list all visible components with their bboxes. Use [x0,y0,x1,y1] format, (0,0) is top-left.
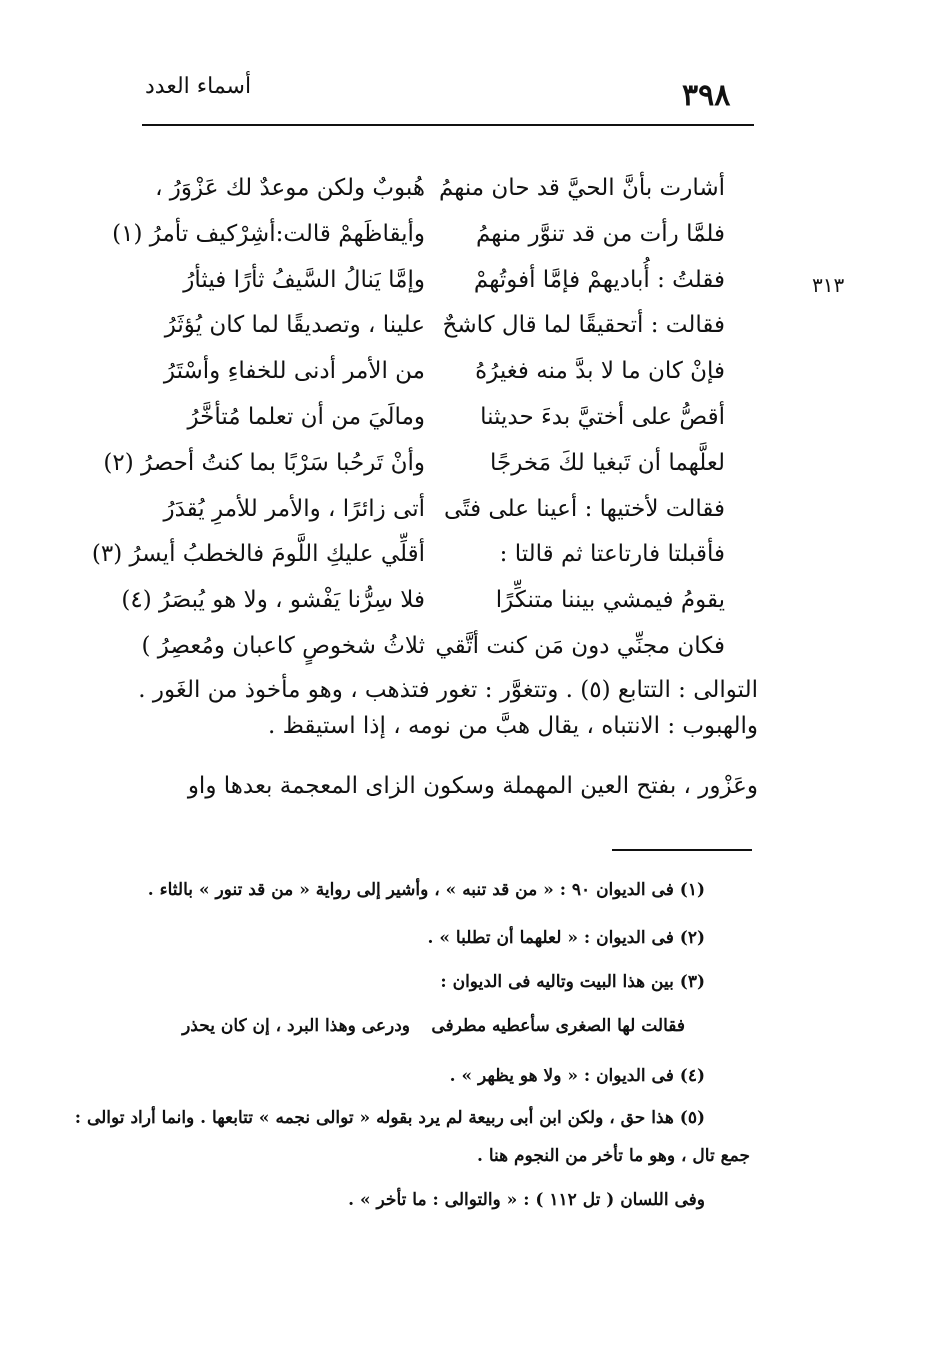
footnote-5-line: وفى اللسان ( تل ١١٢ ) : « والتوالى : ما تأخر » . [348,1190,705,1210]
verse-first-hemistich: أقصُّ على أختيَّ بدءَ حديثنا [480,403,725,430]
verse-second-hemistich: أتى زائرًا ، والأمر للأمرِ يُقدَرُ [163,495,425,522]
verse-first-hemistich: فلمَّا رأت من قد تنوَّر منهمُ [475,220,725,247]
footnote-2: (٢) فى الديوان : « لعلهما أن تطلبا » . [427,928,705,948]
footnote-1: (١) فى الديوان ٩٠ : « من قد تنبه » ، وأشير إلى رواية « من قد تنور » بالثاء . [147,880,705,900]
header-rule [142,124,754,126]
page-number: ٣٩٨ [682,78,731,113]
verse-first-hemistich: أشارت بأنَّ الحيَّ قد حان منهمُ [438,175,725,201]
verse-second-hemistich: وأيقاظَهمْ قالت:أشِرْكيف تأمرُ (١) [112,220,425,247]
verse-first-hemistich: فأقبلتا فارتاعتا ثم قالتا : [499,541,725,568]
verse-first-hemistich: فقالت : أتحقيقًا لما قال كاشحٌ [442,312,725,339]
verse-second-hemistich: وأنْ تَرحُبا سَرْبًا بما كنتُ أحصرُ (٢) [103,449,425,476]
footnote-3-verse-second: ودرعى وهذا البرد ، إن كان يحذر [182,1016,410,1036]
verse-first-hemistich: لعلَّهما أن تَبغيا لكَ مَخرجًا [489,449,725,476]
verse-second-hemistich: علينا ، وتصديقًا لما كان يُؤثَرُ [164,312,425,339]
footnote-3: (٣) بين هذا البيت وتاليه فى الديوان : [440,972,705,992]
verse-second-hemistich: ومالَيَ من أن تعلما مُتأخَّرُ [187,403,425,430]
commentary-line: التوالى : التتابع (٥) . وتتغوَّر : تغور فتذهب ، وهو مأخوذ من الغَور . [138,677,758,703]
footnote-5-line: (٥) هذا حق ، ولكن ابن أبى ربيعة لم يرد بقوله « توالى نجمه » تتابعها . وانما أراد توالى : [74,1108,705,1128]
poem-right-column [435,166,725,670]
poem-left-column [91,166,425,670]
verse-first-hemistich: فقلتُ : أُباديهمْ فإمَّا أفوتُهمْ [473,266,725,293]
footnote-4: (٤) فى الديوان : « ولا هو يظهر » . [449,1066,705,1086]
commentary-line: وعَزْور ، بفتح العين المهملة وسكون الزاى المعجمة بعدها واو [187,773,758,799]
verse-first-hemistich: فقالت لأختيها : أعينا على فتًى [444,495,725,522]
verse-second-hemistich: فلا سِرُّنا يَفْشو ، ولا هو يُبصَرُ (٤) [121,587,425,614]
verse-first-hemistich: فإنْ كان ما لا بدَّ منه فغيرُهُ [475,358,725,385]
footnote-3-verse-first: فقالت لها الصغرى سأعطيه مطرفى [431,1016,685,1036]
commentary-line: والهبوب : الانتباه ، يقال هبَّ من نومه ، إذا استيقظ . [267,713,758,739]
verse-first-hemistich: يقومُ فيمشي بيننا متنكِّرًا [495,587,725,614]
verse-second-hemistich: ثلاثُ شخوصٍ كاعبان ومُعصِرُ ) [141,632,425,659]
verse-second-hemistich: هُبوبٌ ولكن موعدٌ لك عَزْوَرُ ، [155,175,425,201]
verse-second-hemistich: من الأمر أدنى للخفاءِ وأسْتَرُ [163,358,425,385]
verse-first-hemistich: فكان مجنِّي دون مَن كنت أتَّقي [435,632,725,659]
verse-second-hemistich: أقلِّي عليكِ اللَّومَ فالخطبُ أيسرُ (٣) [91,541,425,568]
footnote-5-line: جمع تال ، وهو ما تأخر من النجوم هنا . [477,1146,750,1166]
running-title: أسماء العدد [145,74,252,99]
footnote-separator [612,849,752,851]
verse-second-hemistich: وإمَّا يَنالُ السَّيفُ ثأرًا فيثأرُ [183,266,425,293]
margin-number: ٣١٣ [812,273,845,297]
